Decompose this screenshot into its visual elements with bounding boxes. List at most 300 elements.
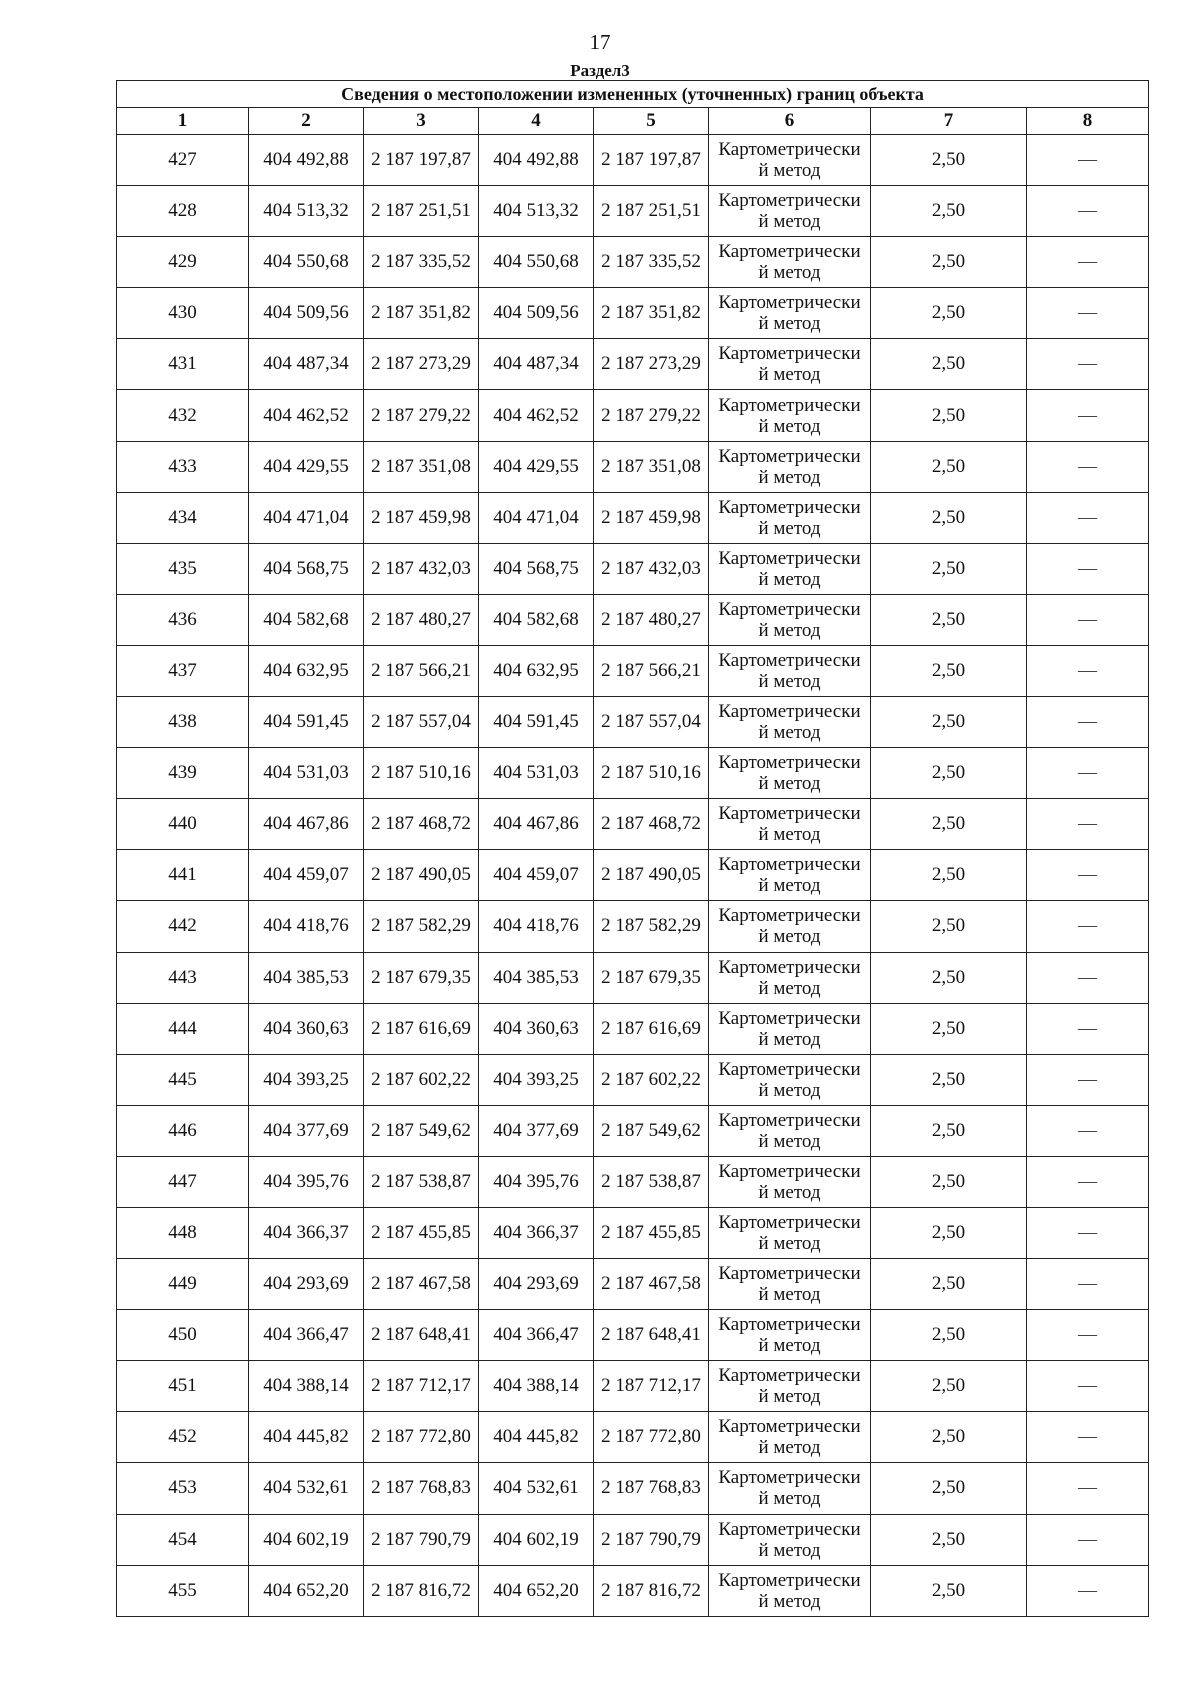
- x-refined-cell: 404 388,14: [479, 1361, 594, 1412]
- note-cell: —: [1027, 288, 1149, 339]
- point-number-cell: 455: [117, 1565, 249, 1616]
- note-cell: —: [1027, 1003, 1149, 1054]
- method-line: Картометрически: [718, 1160, 861, 1182]
- y-refined-cell: 2 187 768,83: [594, 1463, 709, 1514]
- method-line: Картометрически: [718, 1416, 861, 1438]
- table-row: [117, 492, 1149, 543]
- y-existing-cell: 2 187 602,22: [364, 1054, 479, 1105]
- method-cell: [709, 1565, 871, 1616]
- x-existing-cell: 404 293,69: [249, 1259, 364, 1310]
- x-existing-cell: 404 652,20: [249, 1565, 364, 1616]
- note-cell: —: [1027, 543, 1149, 594]
- note-cell: —: [1027, 1514, 1149, 1565]
- method-line: й метод: [758, 1181, 821, 1203]
- method-cell: [709, 237, 871, 288]
- note-cell: —: [1027, 799, 1149, 850]
- y-existing-cell: 2 187 251,51: [364, 186, 479, 237]
- x-existing-cell: 404 395,76: [249, 1156, 364, 1207]
- x-refined-cell: 404 429,55: [479, 441, 594, 492]
- table-row: [117, 1054, 1149, 1105]
- y-existing-cell: 2 187 279,22: [364, 390, 479, 441]
- y-existing-cell: 2 187 566,21: [364, 645, 479, 696]
- accuracy-cell: 2,50: [871, 135, 1027, 186]
- method-line: Картометрически: [718, 547, 861, 569]
- method-line: й метод: [758, 824, 821, 846]
- table-row: [117, 135, 1149, 186]
- method-line: й метод: [758, 415, 821, 437]
- y-refined-cell: 2 187 538,87: [594, 1156, 709, 1207]
- note-cell: —: [1027, 441, 1149, 492]
- section-title: Раздел3: [570, 61, 630, 80]
- x-existing-cell: 404 513,32: [249, 186, 364, 237]
- accuracy-cell: 2,50: [871, 697, 1027, 748]
- method-line: й метод: [758, 1488, 821, 1510]
- method-cell: [709, 850, 871, 901]
- method-line: Картометрически: [718, 496, 861, 518]
- y-refined-cell: 2 187 197,87: [594, 135, 709, 186]
- point-number-cell: 428: [117, 186, 249, 237]
- y-existing-cell: 2 187 455,85: [364, 1207, 479, 1258]
- point-number-cell: 446: [117, 1105, 249, 1156]
- x-existing-cell: 404 429,55: [249, 441, 364, 492]
- y-existing-cell: 2 187 468,72: [364, 799, 479, 850]
- table-row: [117, 1156, 1149, 1207]
- method-cell: [709, 748, 871, 799]
- x-existing-cell: 404 509,56: [249, 288, 364, 339]
- method-line: Картометрически: [718, 803, 861, 825]
- y-existing-cell: 2 187 557,04: [364, 697, 479, 748]
- y-refined-cell: 2 187 480,27: [594, 594, 709, 645]
- x-refined-cell: 404 293,69: [479, 1259, 594, 1310]
- accuracy-cell: 2,50: [871, 1156, 1027, 1207]
- x-refined-cell: 404 393,25: [479, 1054, 594, 1105]
- note-cell: —: [1027, 186, 1149, 237]
- y-refined-cell: 2 187 351,82: [594, 288, 709, 339]
- column-header-2: 2: [249, 108, 364, 135]
- point-number-cell: 447: [117, 1156, 249, 1207]
- y-refined-cell: 2 187 772,80: [594, 1412, 709, 1463]
- y-refined-cell: 2 187 490,05: [594, 850, 709, 901]
- column-header-6: 6: [709, 108, 871, 135]
- x-existing-cell: 404 632,95: [249, 645, 364, 696]
- method-line: й метод: [758, 466, 821, 488]
- method-line: й метод: [758, 160, 821, 182]
- y-existing-cell: 2 187 712,17: [364, 1361, 479, 1412]
- y-refined-cell: 2 187 712,17: [594, 1361, 709, 1412]
- table-row: [117, 1003, 1149, 1054]
- table-row: [117, 1310, 1149, 1361]
- coordinates-table: [116, 80, 1149, 1617]
- y-refined-cell: 2 187 279,22: [594, 390, 709, 441]
- y-refined-cell: 2 187 616,69: [594, 1003, 709, 1054]
- method-line: Картометрически: [718, 1109, 861, 1131]
- y-refined-cell: 2 187 549,62: [594, 1105, 709, 1156]
- accuracy-cell: 2,50: [871, 1463, 1027, 1514]
- method-line: Картометрически: [718, 1518, 861, 1540]
- note-cell: —: [1027, 1054, 1149, 1105]
- y-existing-cell: 2 187 616,69: [364, 1003, 479, 1054]
- note-cell: —: [1027, 1361, 1149, 1412]
- method-line: й метод: [758, 262, 821, 284]
- method-line: й метод: [758, 1284, 821, 1306]
- table-row: [117, 237, 1149, 288]
- method-cell: [709, 1463, 871, 1514]
- point-number-cell: 433: [117, 441, 249, 492]
- point-number-cell: 427: [117, 135, 249, 186]
- x-refined-cell: 404 366,47: [479, 1310, 594, 1361]
- method-line: Картометрически: [718, 190, 861, 212]
- note-cell: —: [1027, 748, 1149, 799]
- accuracy-cell: 2,50: [871, 441, 1027, 492]
- accuracy-cell: 2,50: [871, 390, 1027, 441]
- x-refined-cell: 404 467,86: [479, 799, 594, 850]
- y-refined-cell: 2 187 510,16: [594, 748, 709, 799]
- point-number-cell: 448: [117, 1207, 249, 1258]
- point-number-cell: 429: [117, 237, 249, 288]
- method-cell: [709, 441, 871, 492]
- method-line: Картометрически: [718, 752, 861, 774]
- x-existing-cell: 404 467,86: [249, 799, 364, 850]
- x-refined-cell: 404 462,52: [479, 390, 594, 441]
- table-row: [117, 952, 1149, 1003]
- method-line: й метод: [758, 926, 821, 948]
- note-cell: —: [1027, 339, 1149, 390]
- table-row: [117, 1105, 1149, 1156]
- y-existing-cell: 2 187 679,35: [364, 952, 479, 1003]
- x-refined-cell: 404 568,75: [479, 543, 594, 594]
- table-row: [117, 186, 1149, 237]
- note-cell: —: [1027, 135, 1149, 186]
- y-existing-cell: 2 187 273,29: [364, 339, 479, 390]
- table-row: [117, 288, 1149, 339]
- accuracy-cell: 2,50: [871, 1412, 1027, 1463]
- y-existing-cell: 2 187 197,87: [364, 135, 479, 186]
- method-line: й метод: [758, 773, 821, 795]
- x-existing-cell: 404 459,07: [249, 850, 364, 901]
- y-existing-cell: 2 187 549,62: [364, 1105, 479, 1156]
- method-line: Картометрически: [718, 854, 861, 876]
- y-refined-cell: 2 187 679,35: [594, 952, 709, 1003]
- method-cell: [709, 594, 871, 645]
- x-existing-cell: 404 385,53: [249, 952, 364, 1003]
- table-row: [117, 901, 1149, 952]
- table-row: [117, 543, 1149, 594]
- method-cell: [709, 339, 871, 390]
- x-refined-cell: 404 532,61: [479, 1463, 594, 1514]
- x-refined-cell: 404 360,63: [479, 1003, 594, 1054]
- x-refined-cell: 404 459,07: [479, 850, 594, 901]
- x-existing-cell: 404 388,14: [249, 1361, 364, 1412]
- method-cell: [709, 135, 871, 186]
- y-existing-cell: 2 187 351,08: [364, 441, 479, 492]
- method-line: й метод: [758, 517, 821, 539]
- x-existing-cell: 404 568,75: [249, 543, 364, 594]
- method-cell: [709, 645, 871, 696]
- y-existing-cell: 2 187 790,79: [364, 1514, 479, 1565]
- accuracy-cell: 2,50: [871, 543, 1027, 594]
- y-existing-cell: 2 187 490,05: [364, 850, 479, 901]
- x-refined-cell: 404 385,53: [479, 952, 594, 1003]
- method-cell: [709, 1412, 871, 1463]
- note-cell: —: [1027, 390, 1149, 441]
- point-number-cell: 435: [117, 543, 249, 594]
- column-header-1: 1: [117, 108, 249, 135]
- method-line: й метод: [758, 670, 821, 692]
- y-refined-cell: 2 187 557,04: [594, 697, 709, 748]
- x-existing-cell: 404 531,03: [249, 748, 364, 799]
- point-number-cell: 430: [117, 288, 249, 339]
- method-cell: [709, 952, 871, 1003]
- y-existing-cell: 2 187 335,52: [364, 237, 479, 288]
- x-refined-cell: 404 395,76: [479, 1156, 594, 1207]
- x-refined-cell: 404 513,32: [479, 186, 594, 237]
- table-row: [117, 1565, 1149, 1616]
- y-existing-cell: 2 187 459,98: [364, 492, 479, 543]
- method-cell: [709, 1361, 871, 1412]
- table-row: [117, 1463, 1149, 1514]
- column-header-8: 8: [1027, 108, 1149, 135]
- note-cell: —: [1027, 1565, 1149, 1616]
- y-refined-cell: 2 187 251,51: [594, 186, 709, 237]
- column-header-4: 4: [479, 108, 594, 135]
- table-row: [117, 1514, 1149, 1565]
- y-existing-cell: 2 187 768,83: [364, 1463, 479, 1514]
- point-number-cell: 450: [117, 1310, 249, 1361]
- point-number-cell: 449: [117, 1259, 249, 1310]
- x-refined-cell: 404 582,68: [479, 594, 594, 645]
- x-refined-cell: 404 366,37: [479, 1207, 594, 1258]
- method-line: Картометрически: [718, 905, 861, 927]
- x-existing-cell: 404 492,88: [249, 135, 364, 186]
- note-cell: —: [1027, 1310, 1149, 1361]
- point-number-cell: 434: [117, 492, 249, 543]
- table-row: [117, 594, 1149, 645]
- method-cell: [709, 799, 871, 850]
- x-refined-cell: 404 591,45: [479, 697, 594, 748]
- y-existing-cell: 2 187 538,87: [364, 1156, 479, 1207]
- accuracy-cell: 2,50: [871, 1207, 1027, 1258]
- y-existing-cell: 2 187 480,27: [364, 594, 479, 645]
- y-refined-cell: 2 187 602,22: [594, 1054, 709, 1105]
- x-refined-cell: 404 418,76: [479, 901, 594, 952]
- y-refined-cell: 2 187 273,29: [594, 339, 709, 390]
- method-cell: [709, 901, 871, 952]
- x-existing-cell: 404 445,82: [249, 1412, 364, 1463]
- accuracy-cell: 2,50: [871, 645, 1027, 696]
- column-header-5: 5: [594, 108, 709, 135]
- x-existing-cell: 404 366,47: [249, 1310, 364, 1361]
- note-cell: —: [1027, 901, 1149, 952]
- point-number-cell: 451: [117, 1361, 249, 1412]
- table-row: [117, 1207, 1149, 1258]
- note-cell: —: [1027, 1156, 1149, 1207]
- point-number-cell: 438: [117, 697, 249, 748]
- x-existing-cell: 404 462,52: [249, 390, 364, 441]
- y-refined-cell: 2 187 351,08: [594, 441, 709, 492]
- method-line: й метод: [758, 211, 821, 233]
- method-line: й метод: [758, 977, 821, 999]
- column-header-3: 3: [364, 108, 479, 135]
- method-line: й метод: [758, 1437, 821, 1459]
- method-cell: [709, 697, 871, 748]
- y-existing-cell: 2 187 467,58: [364, 1259, 479, 1310]
- point-number-cell: 443: [117, 952, 249, 1003]
- note-cell: —: [1027, 1463, 1149, 1514]
- note-cell: —: [1027, 1412, 1149, 1463]
- method-line: Картометрически: [718, 1212, 861, 1234]
- point-number-cell: 431: [117, 339, 249, 390]
- note-cell: —: [1027, 645, 1149, 696]
- x-refined-cell: 404 509,56: [479, 288, 594, 339]
- point-number-cell: 454: [117, 1514, 249, 1565]
- y-refined-cell: 2 187 335,52: [594, 237, 709, 288]
- point-number-cell: 436: [117, 594, 249, 645]
- x-refined-cell: 404 550,68: [479, 237, 594, 288]
- method-line: Картометрически: [718, 1365, 861, 1387]
- accuracy-cell: 2,50: [871, 1565, 1027, 1616]
- table-row: [117, 441, 1149, 492]
- x-existing-cell: 404 418,76: [249, 901, 364, 952]
- method-line: Картометрически: [718, 1007, 861, 1029]
- note-cell: —: [1027, 1105, 1149, 1156]
- y-existing-cell: 2 187 351,82: [364, 288, 479, 339]
- method-cell: [709, 1105, 871, 1156]
- y-existing-cell: 2 187 432,03: [364, 543, 479, 594]
- method-line: Картометрически: [718, 139, 861, 161]
- method-line: й метод: [758, 568, 821, 590]
- y-refined-cell: 2 187 468,72: [594, 799, 709, 850]
- point-number-cell: 441: [117, 850, 249, 901]
- method-line: й метод: [758, 1233, 821, 1255]
- method-line: й метод: [758, 722, 821, 744]
- note-cell: —: [1027, 594, 1149, 645]
- method-line: Картометрически: [718, 1263, 861, 1285]
- method-line: Картометрически: [718, 292, 861, 314]
- method-line: Картометрически: [718, 1467, 861, 1489]
- y-existing-cell: 2 187 772,80: [364, 1412, 479, 1463]
- point-number-cell: 453: [117, 1463, 249, 1514]
- point-number-cell: 452: [117, 1412, 249, 1463]
- accuracy-cell: 2,50: [871, 748, 1027, 799]
- method-line: Картометрически: [718, 394, 861, 416]
- x-refined-cell: 404 652,20: [479, 1565, 594, 1616]
- method-line: й метод: [758, 1130, 821, 1152]
- accuracy-cell: 2,50: [871, 1514, 1027, 1565]
- table-body: [117, 135, 1149, 1617]
- accuracy-cell: 2,50: [871, 288, 1027, 339]
- method-line: Картометрически: [718, 956, 861, 978]
- y-existing-cell: 2 187 648,41: [364, 1310, 479, 1361]
- y-refined-cell: 2 187 467,58: [594, 1259, 709, 1310]
- point-number-cell: 444: [117, 1003, 249, 1054]
- table-row: [117, 645, 1149, 696]
- method-cell: [709, 492, 871, 543]
- method-cell: [709, 543, 871, 594]
- y-refined-cell: 2 187 582,29: [594, 901, 709, 952]
- method-line: Картометрически: [718, 241, 861, 263]
- x-existing-cell: 404 393,25: [249, 1054, 364, 1105]
- x-existing-cell: 404 377,69: [249, 1105, 364, 1156]
- table-row: [117, 1412, 1149, 1463]
- x-existing-cell: 404 532,61: [249, 1463, 364, 1514]
- y-refined-cell: 2 187 432,03: [594, 543, 709, 594]
- method-line: й метод: [758, 619, 821, 641]
- table-row: [117, 339, 1149, 390]
- table-row: [117, 390, 1149, 441]
- table-row: [117, 850, 1149, 901]
- method-line: й метод: [758, 1539, 821, 1561]
- y-refined-cell: 2 187 790,79: [594, 1514, 709, 1565]
- method-line: й метод: [758, 364, 821, 386]
- accuracy-cell: 2,50: [871, 952, 1027, 1003]
- method-line: й метод: [758, 1335, 821, 1357]
- method-line: Картометрически: [718, 598, 861, 620]
- method-cell: [709, 390, 871, 441]
- method-line: й метод: [758, 313, 821, 335]
- note-cell: —: [1027, 952, 1149, 1003]
- accuracy-cell: 2,50: [871, 901, 1027, 952]
- x-existing-cell: 404 366,37: [249, 1207, 364, 1258]
- point-number-cell: 440: [117, 799, 249, 850]
- accuracy-cell: 2,50: [871, 339, 1027, 390]
- accuracy-cell: 2,50: [871, 186, 1027, 237]
- method-cell: [709, 1259, 871, 1310]
- method-line: Картометрически: [718, 649, 861, 671]
- y-refined-cell: 2 187 648,41: [594, 1310, 709, 1361]
- accuracy-cell: 2,50: [871, 1259, 1027, 1310]
- x-refined-cell: 404 445,82: [479, 1412, 594, 1463]
- x-existing-cell: 404 471,04: [249, 492, 364, 543]
- method-line: й метод: [758, 875, 821, 897]
- table-row: [117, 697, 1149, 748]
- y-refined-cell: 2 187 455,85: [594, 1207, 709, 1258]
- y-existing-cell: 2 187 582,29: [364, 901, 479, 952]
- x-existing-cell: 404 487,34: [249, 339, 364, 390]
- x-refined-cell: 404 471,04: [479, 492, 594, 543]
- method-line: Картометрически: [718, 1314, 861, 1336]
- x-existing-cell: 404 582,68: [249, 594, 364, 645]
- method-line: Картометрически: [718, 701, 861, 723]
- method-cell: [709, 1514, 871, 1565]
- point-number-cell: 445: [117, 1054, 249, 1105]
- column-header-row: [117, 108, 1149, 135]
- method-cell: [709, 1310, 871, 1361]
- accuracy-cell: 2,50: [871, 1003, 1027, 1054]
- note-cell: —: [1027, 237, 1149, 288]
- page-number: 17: [589, 30, 611, 54]
- x-existing-cell: 404 602,19: [249, 1514, 364, 1565]
- table-row: [117, 799, 1149, 850]
- method-line: Картометрически: [718, 343, 861, 365]
- accuracy-cell: 2,50: [871, 1105, 1027, 1156]
- point-number-cell: 437: [117, 645, 249, 696]
- accuracy-cell: 2,50: [871, 799, 1027, 850]
- point-number-cell: 432: [117, 390, 249, 441]
- x-refined-cell: 404 377,69: [479, 1105, 594, 1156]
- x-existing-cell: 404 591,45: [249, 697, 364, 748]
- x-refined-cell: 404 602,19: [479, 1514, 594, 1565]
- x-refined-cell: 404 632,95: [479, 645, 594, 696]
- method-cell: [709, 1207, 871, 1258]
- accuracy-cell: 2,50: [871, 237, 1027, 288]
- note-cell: —: [1027, 850, 1149, 901]
- x-existing-cell: 404 550,68: [249, 237, 364, 288]
- method-line: Картометрически: [718, 1058, 861, 1080]
- table-row: [117, 748, 1149, 799]
- method-cell: [709, 1156, 871, 1207]
- method-line: Картометрически: [718, 445, 861, 467]
- method-line: й метод: [758, 1386, 821, 1408]
